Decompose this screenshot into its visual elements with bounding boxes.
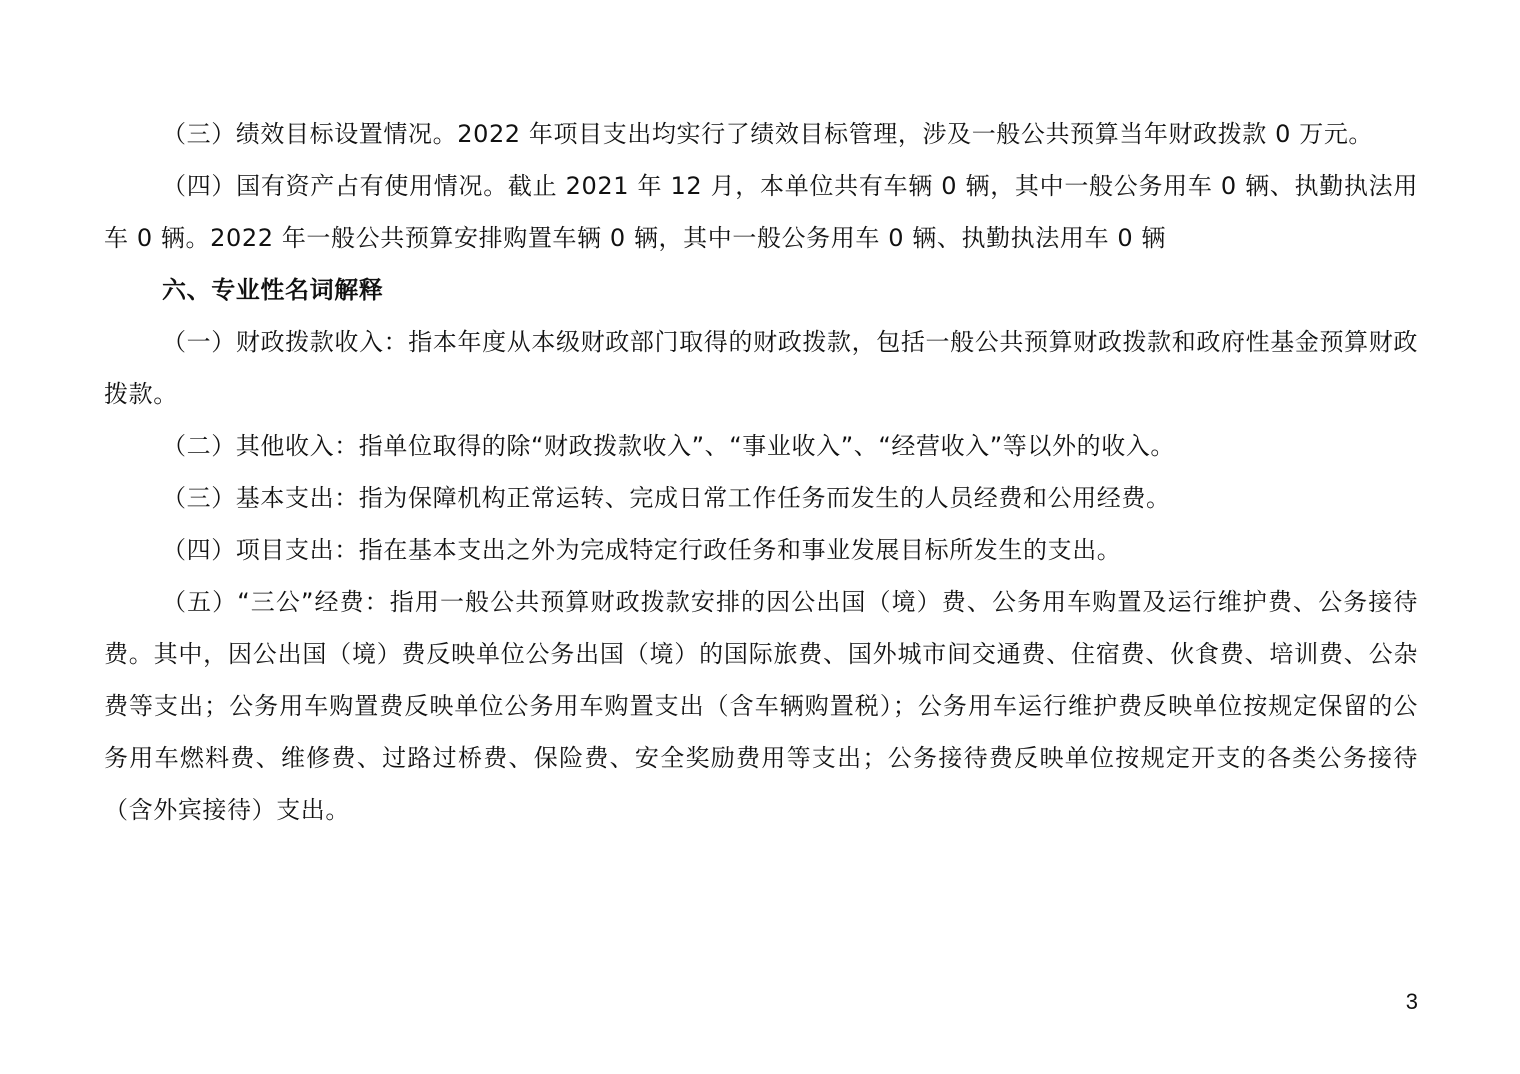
section-heading-terms: 六、专业性名词解释 bbox=[162, 276, 384, 304]
paragraph-other-income: （二）其他收入：指单位取得的除“财政拨款收入”、“事业收入”、“经营收入”等以外的收入。 bbox=[162, 432, 1175, 460]
paragraph-performance-targets: （三）绩效目标设置情况。2022 年项目支出均实行了绩效目标管理，涉及一般公共预算当年财政拨款 0 万元。 bbox=[162, 120, 1374, 148]
paragraph-three-public-expenses: （五）“三公”经费：指用一般公共预算财政拨款安排的因公出国（境）费、公务用车购置及运行维护费、公务接待费。其中，因公出国（境）费反映单位公务出国（境）的国际旅费、国外城市间交通费、住宿费、伙食费、培训费、公杂费等支出；公务用车购置费反映单位公务用车购置支出（含车辆购置税）；公务用车运行维护费反映单位按规定保留的公务用车燃料费、维修费、过路过桥费、保险费、安全奖励费用等支出；公务接待费反映单位按规定开支的各类公务接待（含外宾接待）支出。 bbox=[104, 588, 1418, 824]
paragraph-fiscal-income: （一）财政拨款收入：指本年度从本级财政部门取得的财政拨款，包括一般公共预算财政拨款和政府性基金预算财政拨款。 bbox=[104, 328, 1418, 408]
paragraph-project-expense: （四）项目支出：指在基本支出之外为完成特定行政任务和事业发展目标所发生的支出。 bbox=[162, 536, 1122, 564]
paragraph-state-assets: （四）国有资产占有使用情况。截止 2021 年 12 月，本单位共有车辆 0 辆，其中一般公务用车 0 辆、执勤执法用车 0 辆。2022 年一般公共预算安排购置车辆 0 辆，其中一般公务用车 0 辆、执勤执法用车 0 辆 bbox=[104, 172, 1418, 252]
page-number: 3 bbox=[1405, 989, 1418, 1014]
paragraph-basic-expense: （三）基本支出：指为保障机构正常运转、完成日常工作任务而发生的人员经费和公用经费。 bbox=[162, 484, 1171, 512]
document-body bbox=[104, 108, 1418, 836]
